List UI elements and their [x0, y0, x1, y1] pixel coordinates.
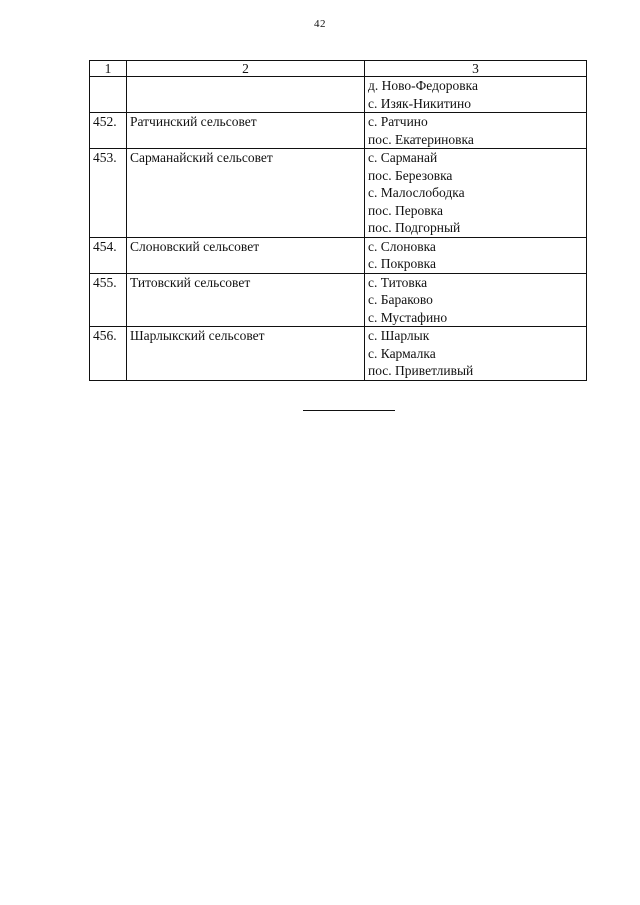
settlement-list: [365, 273, 587, 327]
header-col-1: 1: [90, 61, 127, 77]
settlement-item: д. Ново-Федоровка: [368, 78, 478, 93]
council-name: Слоновский сельсовет: [127, 237, 365, 273]
settlement-item: с. Малослободка: [368, 185, 465, 200]
council-name: Титовский сельсовет: [127, 273, 365, 327]
settlement-item: пос. Березовка: [368, 167, 453, 183]
table-row: [90, 113, 587, 149]
settlement-item: пос. Екатериновка: [368, 131, 474, 147]
row-number: 456.: [90, 327, 127, 381]
council-name: Шарлыкский сельсовет: [127, 327, 365, 381]
settlements-table: [89, 60, 587, 381]
settlement-list: [365, 113, 587, 149]
settlement-item: с. Сарманай: [368, 150, 438, 165]
settlement-item: пос. Приветливый: [368, 363, 474, 378]
table-row: [90, 237, 587, 273]
settlement-item: с. Мустафино: [368, 309, 448, 325]
table-header-row: [90, 61, 587, 77]
settlement-item: с. Ратчино: [368, 114, 428, 129]
page-number: 42: [314, 18, 326, 30]
end-of-document-rule: [303, 410, 395, 411]
row-number: 455.: [90, 273, 127, 327]
council-name: [127, 77, 365, 113]
header-col-3: 3: [365, 61, 587, 77]
table-row: [90, 273, 587, 327]
row-number: 453.: [90, 149, 127, 238]
council-name: Сарманайский сельсовет: [127, 149, 365, 238]
table-row: [90, 327, 587, 381]
settlement-list: [365, 237, 587, 273]
settlement-item: с. Бараково: [368, 292, 433, 307]
settlement-list: [365, 327, 587, 381]
settlement-item: с. Изяк-Никитино: [368, 95, 471, 111]
table-row: [90, 77, 587, 113]
row-number: [90, 77, 127, 113]
settlement-item: с. Титовка: [368, 274, 428, 290]
settlement-list: [365, 149, 587, 238]
settlement-item: с. Слоновка: [368, 238, 436, 254]
header-col-2: 2: [127, 61, 365, 77]
settlement-item: с. Кармалка: [368, 345, 436, 361]
settlement-item: пос. Подгорный: [368, 220, 461, 235]
row-number: 452.: [90, 113, 127, 149]
settlement-item: с. Шарлык: [368, 328, 430, 343]
table-row: [90, 149, 587, 238]
settlement-item: пос. Перовка: [368, 202, 444, 218]
council-name: Ратчинский сельсовет: [127, 113, 365, 149]
settlement-item: с. Покровка: [368, 256, 437, 271]
row-number: 454.: [90, 237, 127, 273]
settlement-list: [365, 77, 587, 113]
